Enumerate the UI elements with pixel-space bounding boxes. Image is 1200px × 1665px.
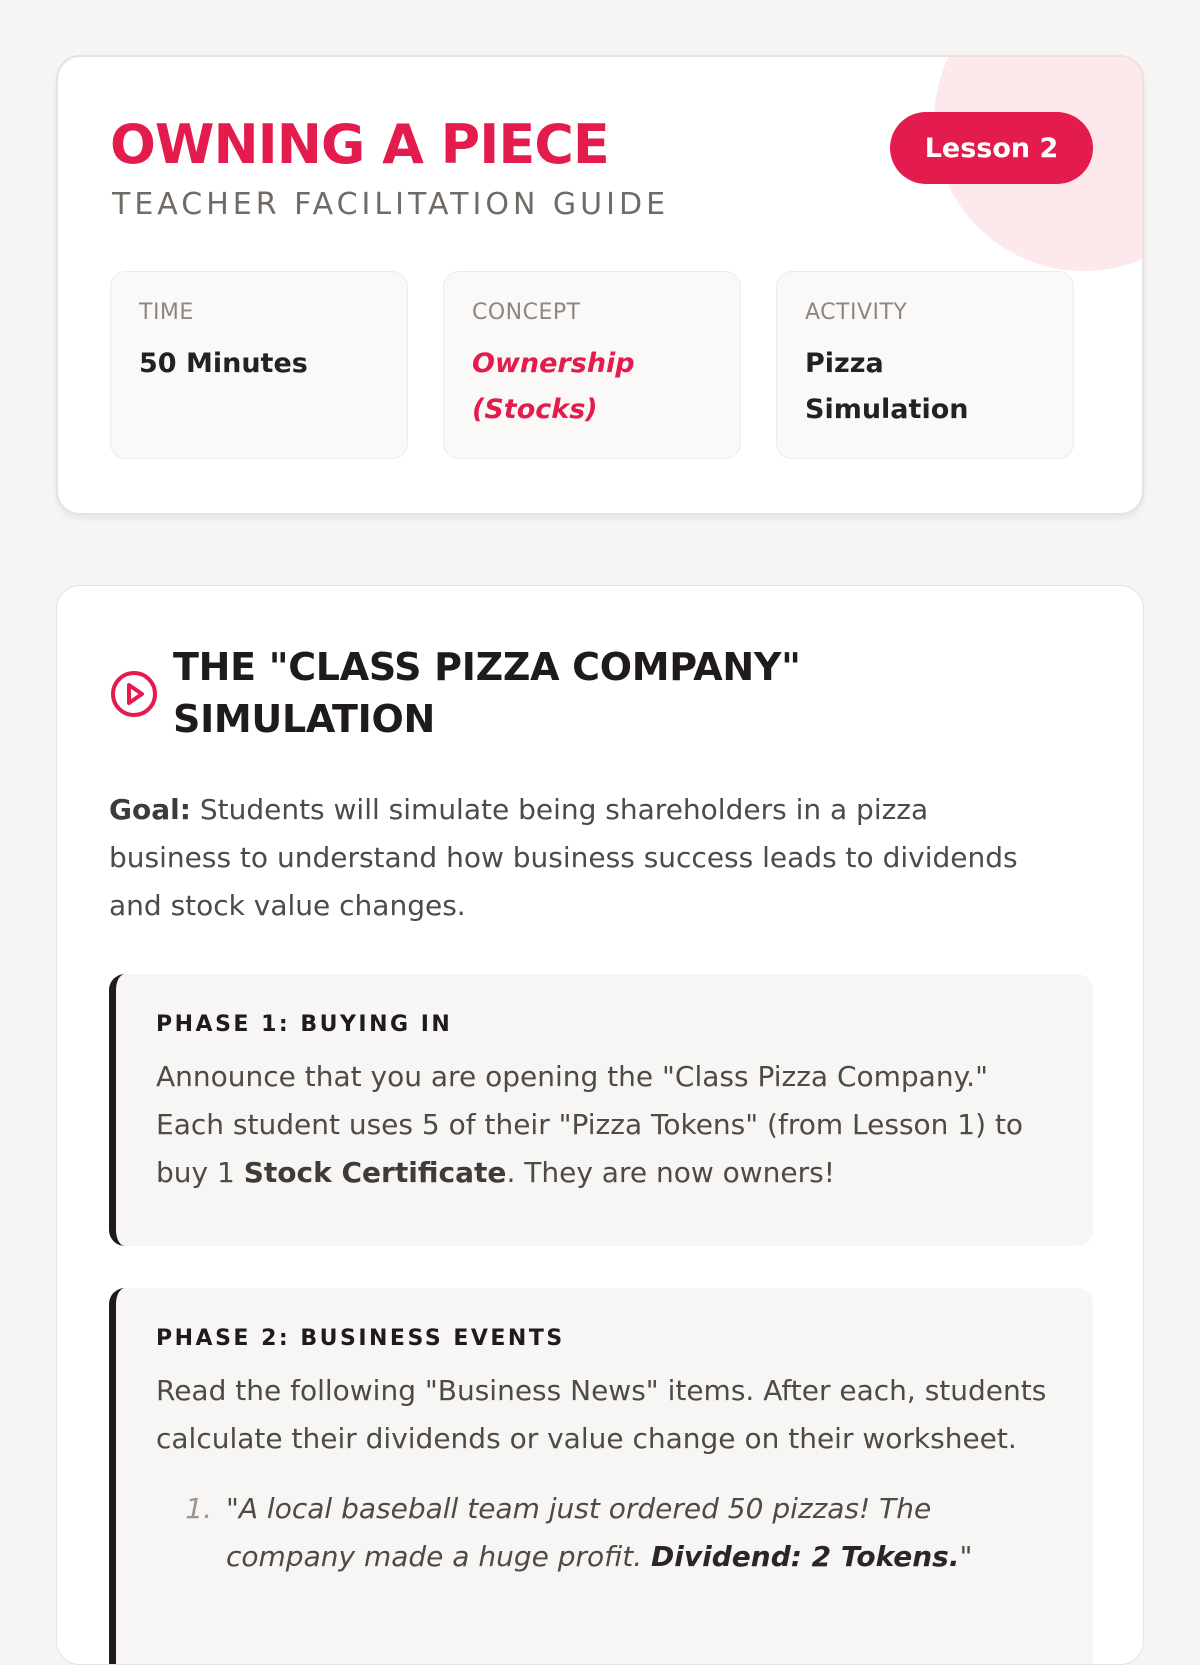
lesson-header-card: [56, 55, 1144, 515]
phase-title: PHASE 2: BUSINESS EVENTS: [156, 1326, 565, 1351]
phase-1-block: [109, 974, 1093, 1246]
phase-text-part: Announce that you are opening the "Class Pizza Company." Each student uses 5 of their "Pizza Tokens" (from Lesson 1) to buy 1: [156, 1060, 1024, 1190]
event-text-bold: Dividend: 2 Tokens.: [651, 1540, 960, 1574]
phase-text-part: . They are now owners!: [506, 1156, 835, 1190]
meta-concept: [443, 271, 741, 459]
meta-label: CONCEPT: [472, 300, 581, 325]
simulation-card: [56, 585, 1144, 1665]
business-events-list: [156, 1485, 1053, 1581]
event-text: [226, 1485, 1053, 1581]
meta-activity: [776, 271, 1074, 459]
phase-text-bold: Stock Certificate: [243, 1156, 507, 1190]
event-text-part: "A local baseball team just ordered 50 pizzas! The company made a huge profit.: [226, 1492, 932, 1574]
phase-2-block: [109, 1288, 1093, 1665]
meta-value: 50 Minutes: [139, 348, 308, 379]
lesson-badge: Lesson 2: [890, 112, 1093, 184]
phase-text: [156, 1053, 1053, 1197]
event-text-part: ": [959, 1540, 973, 1574]
phase-text: Read the following "Business News" items. After each, students calculate their dividends or value change on their worksheet.: [156, 1374, 1047, 1456]
meta-time: [110, 271, 408, 459]
meta-value: Ownership (Stocks): [472, 348, 635, 425]
list-item: [156, 1485, 1053, 1581]
play-circle-icon: [109, 669, 159, 719]
meta-value: Pizza Simulation: [805, 348, 969, 425]
section-header: [109, 642, 893, 745]
phase-title: PHASE 1: BUYING IN: [156, 1012, 453, 1037]
meta-label: ACTIVITY: [805, 300, 908, 325]
goal-paragraph: [109, 786, 1049, 930]
page-title: OWNING A PIECE: [110, 113, 609, 176]
meta-label: TIME: [139, 300, 194, 325]
list-number: 1.: [185, 1492, 212, 1526]
goal-label: Goal:: [109, 793, 191, 826]
page-subtitle: TEACHER FACILITATION GUIDE: [112, 187, 670, 222]
goal-text: Students will simulate being shareholders in a pizza business to understand how business success leads to dividends and stock value changes.: [109, 793, 1018, 923]
section-title: THE "CLASS PIZZA COMPANY" SIMULATION: [173, 645, 801, 741]
